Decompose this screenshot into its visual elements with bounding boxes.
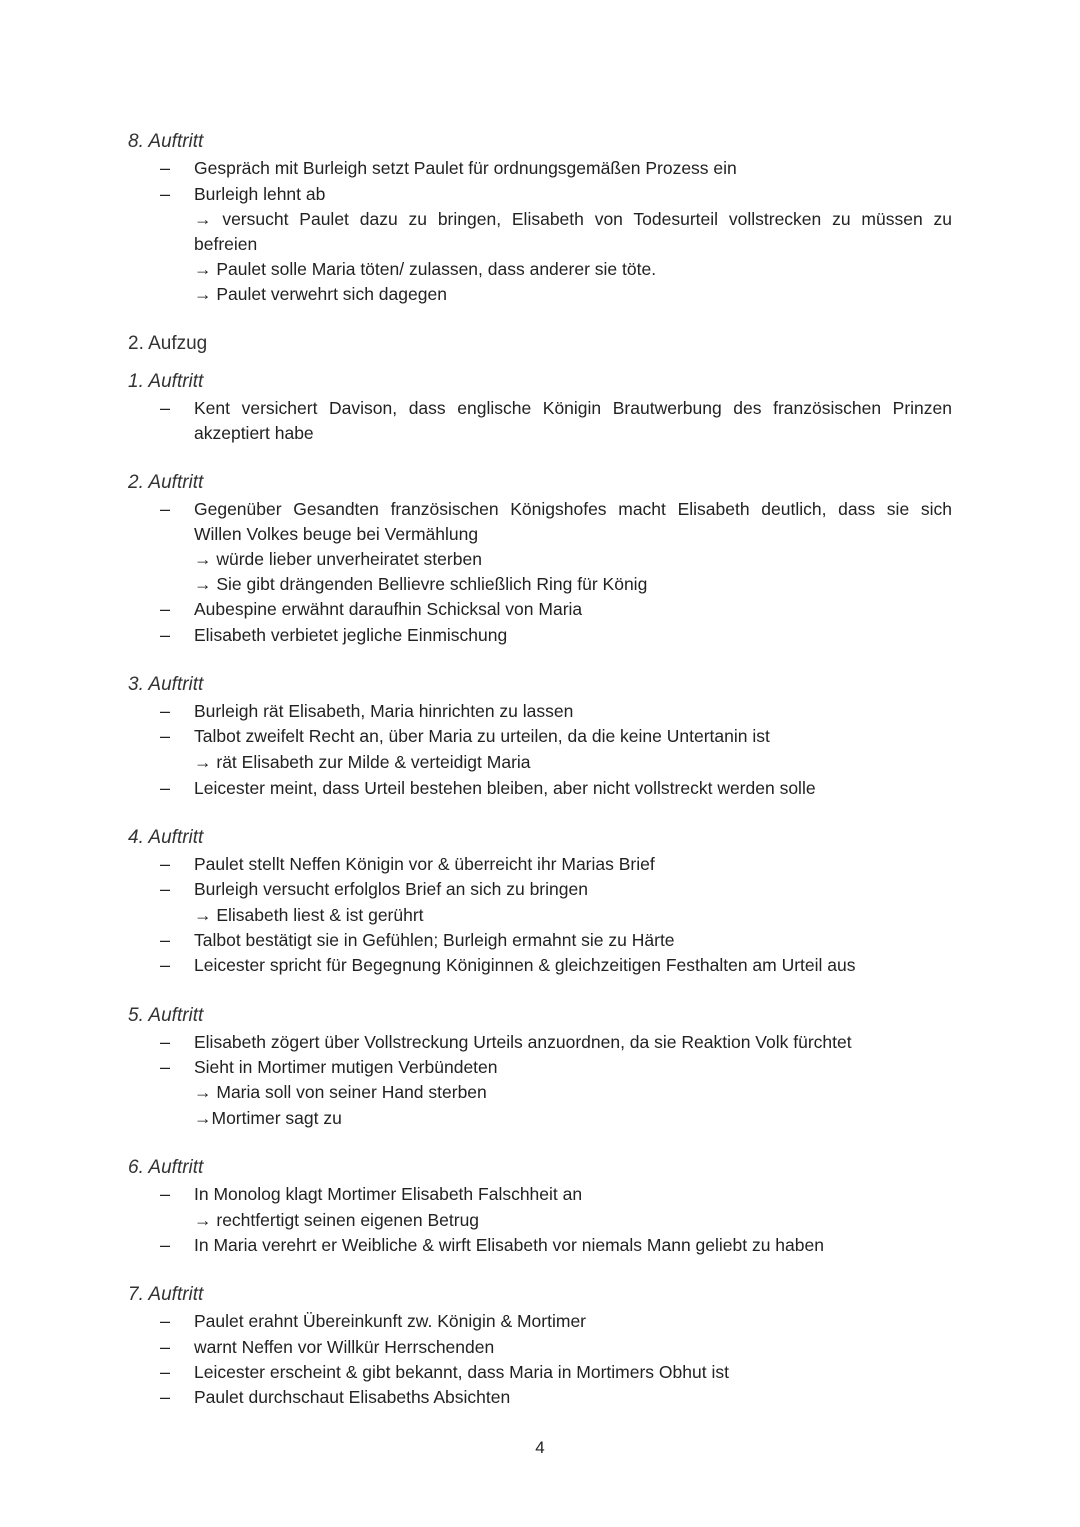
list-item-continuation: → Paulet solle Maria töten/ zulassen, dass anderer sie töte. xyxy=(194,259,657,279)
list-item: Paulet stellt Neffen Königin vor & überreicht ihr Marias Brief xyxy=(194,854,655,874)
section-heading: 1. Auftritt xyxy=(128,371,204,392)
section-heading: 7. Auftritt xyxy=(128,1284,204,1305)
section-heading: 2. Auftritt xyxy=(128,472,204,493)
list-item: Gegenüber Gesandten französischen Königshofes macht Elisabeth deutlich, dass sie sich xyxy=(194,499,952,519)
bullet-dash: – xyxy=(160,625,171,645)
list-item: Paulet durchschaut Elisabeths Absichten xyxy=(194,1387,511,1407)
list-item: In Monolog klagt Mortimer Elisabeth Falschheit an xyxy=(194,1184,583,1204)
act-heading: 2. Aufzug xyxy=(128,333,208,354)
list-item: Aubespine erwähnt daraufhin Schicksal von Maria xyxy=(194,599,583,619)
list-item: Sieht in Mortimer mutigen Verbündeten xyxy=(194,1057,498,1077)
list-item-continuation: → Elisabeth liest & ist gerührt xyxy=(194,905,424,925)
list-item-continuation: → Sie gibt drängenden Bellievre schließlich Ring für König xyxy=(194,574,648,594)
list-item-continuation: → rechtfertigt seinen eigenen Betrug xyxy=(194,1210,480,1230)
list-item: Leicester spricht für Begegnung Königinnen & gleichzeitigen Festhalten am Urteil aus xyxy=(194,955,856,975)
bullet-dash: – xyxy=(160,599,171,619)
bullet-dash: – xyxy=(160,701,171,721)
bullet-dash: – xyxy=(160,879,171,899)
section-heading: 5. Auftritt xyxy=(128,1005,204,1026)
list-item: Leicester meint, dass Urteil bestehen bleiben, aber nicht vollstreckt werden solle xyxy=(194,778,816,798)
list-item: Burleigh rät Elisabeth, Maria hinrichten zu lassen xyxy=(194,701,574,721)
bullet-dash: – xyxy=(160,1032,171,1052)
list-item-continuation: befreien xyxy=(194,234,258,254)
list-item: Talbot zweifelt Recht an, über Maria zu urteilen, da die keine Untertanin ist xyxy=(194,726,770,746)
bullet-dash: – xyxy=(160,930,171,950)
bullet-dash: – xyxy=(160,158,171,178)
list-item-continuation: →Mortimer sagt zu xyxy=(194,1108,342,1128)
list-item-continuation: → Maria soll von seiner Hand sterben xyxy=(194,1082,487,1102)
list-item: Burleigh lehnt ab xyxy=(194,184,326,204)
bullet-dash: – xyxy=(160,1362,171,1382)
section-heading: 8. Auftritt xyxy=(128,131,204,152)
list-item-continuation: → versucht Paulet dazu zu bringen, Elisabeth von Todesurteil vollstrecken zu müssen zu xyxy=(194,209,952,229)
bullet-dash: – xyxy=(160,184,171,204)
list-item: Burleigh versucht erfolglos Brief an sich zu bringen xyxy=(194,879,588,899)
bullet-dash: – xyxy=(160,1184,171,1204)
bullet-dash: – xyxy=(160,778,171,798)
section-heading: 4. Auftritt xyxy=(128,827,204,848)
bullet-dash: – xyxy=(160,726,171,746)
list-item: Elisabeth zögert über Vollstreckung Urteils anzuordnen, da sie Reaktion Volk fürchtet xyxy=(194,1032,852,1052)
list-item-continuation: → rät Elisabeth zur Milde & verteidigt Maria xyxy=(194,752,531,772)
list-item: Paulet erahnt Übereinkunft zw. Königin & Mortimer xyxy=(194,1311,586,1331)
list-item: Elisabeth verbietet jegliche Einmischung xyxy=(194,625,508,645)
section-heading: 3. Auftritt xyxy=(128,674,204,695)
list-item-continuation: → würde lieber unverheiratet sterben xyxy=(194,549,482,569)
page-number: 4 xyxy=(535,1438,545,1457)
bullet-dash: – xyxy=(160,1387,171,1407)
list-item-continuation: Willen Volkes beuge bei Vermählung xyxy=(194,524,479,544)
list-item-continuation: → Paulet verwehrt sich dagegen xyxy=(194,284,447,304)
list-item: warnt Neffen vor Willkür Herrschenden xyxy=(194,1337,495,1357)
section-heading: 6. Auftritt xyxy=(128,1157,204,1178)
bullet-dash: – xyxy=(160,398,171,418)
bullet-dash: – xyxy=(160,1235,171,1255)
bullet-dash: – xyxy=(160,1311,171,1331)
bullet-dash: – xyxy=(160,955,171,975)
list-item: Kent versichert Davison, dass englische Königin Brautwerbung des französischen Prinzen xyxy=(194,398,952,418)
bullet-dash: – xyxy=(160,499,171,519)
bullet-dash: – xyxy=(160,854,171,874)
list-item: In Maria verehrt er Weibliche & wirft Elisabeth vor niemals Mann geliebt zu haben xyxy=(194,1235,824,1255)
list-item: Gespräch mit Burleigh setzt Paulet für ordnungsgemäßen Prozess ein xyxy=(194,158,737,178)
list-item-continuation: akzeptiert habe xyxy=(194,423,314,443)
list-item: Leicester erscheint & gibt bekannt, dass Maria in Mortimers Obhut ist xyxy=(194,1362,729,1382)
bullet-dash: – xyxy=(160,1057,171,1077)
bullet-dash: – xyxy=(160,1337,171,1357)
list-item: Talbot bestätigt sie in Gefühlen; Burleigh ermahnt sie zu Härte xyxy=(194,930,675,950)
